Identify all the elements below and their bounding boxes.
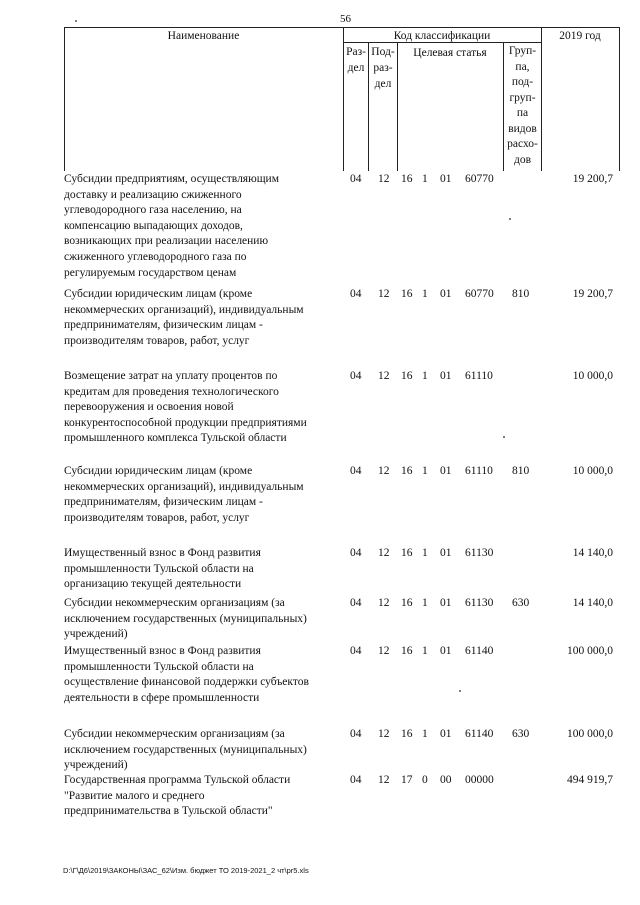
row-cs3: 00	[440, 774, 452, 786]
row-name-line: некоммерческих организаций), индивидуальным	[64, 303, 304, 316]
row-name-line: исключением государственных (муниципальных)	[64, 612, 307, 625]
row-cs3: 01	[440, 288, 452, 300]
row-podrazdel: 12	[378, 173, 390, 185]
row-name-line: Субсидии юридическим лицам (кроме	[64, 288, 253, 300]
row-cs4: 00000	[465, 774, 494, 786]
row-amount: 100 000,0	[567, 728, 613, 740]
row-cs2: 1	[422, 465, 428, 477]
podrazdel-col-divider	[397, 42, 398, 171]
row-cs3: 01	[440, 597, 452, 609]
row-cs2: 1	[422, 645, 428, 657]
name-column-header: Наименование	[167, 30, 240, 42]
row-name-line: Имущественный взнос в Фонд развития	[64, 547, 261, 559]
row-razdel: 04	[350, 370, 362, 382]
row-amount: 100 000,0	[567, 645, 613, 657]
row-podrazdel: 12	[378, 547, 390, 559]
row-name-line: Субсидии некоммерческим организациям (за	[64, 728, 285, 740]
row-cs2: 1	[422, 597, 428, 609]
row-name	[64, 287, 346, 349]
row-name-line: исключением государственных (муниципальных)	[64, 743, 307, 756]
row-podrazdel: 12	[378, 645, 390, 657]
row-amount: 14 140,0	[572, 547, 613, 559]
row-name-line: углеводородного газа населению, на	[64, 204, 242, 217]
row-name-line: Субсидии предприятиям, осуществляющим	[64, 173, 279, 185]
page-number: 56	[340, 13, 351, 25]
row-cs2: 1	[422, 288, 428, 300]
classification-header: Код классификации	[393, 30, 491, 42]
scan-speck	[459, 690, 461, 692]
row-name-line: промышленности Тульской области на	[64, 660, 254, 673]
row-cs4: 60770	[465, 173, 494, 185]
row-name-line: перевооружения и освоения новой	[64, 401, 234, 414]
row-name	[64, 172, 346, 281]
row-podrazdel: 12	[378, 465, 390, 477]
row-podrazdel: 12	[378, 288, 390, 300]
row-name-line: Имущественный взнос в Фонд развития	[64, 645, 261, 657]
row-razdel: 04	[350, 728, 362, 740]
row-name-line: Возмещение затрат на уплату процентов по	[64, 370, 278, 382]
row-name-line: кредитам для проведения технологического	[64, 385, 279, 398]
row-name-line: промышленного комплекса Тульской области	[64, 432, 287, 445]
row-cs1: 17	[401, 774, 413, 786]
row-name-line: учреждений)	[64, 628, 128, 641]
row-name	[64, 464, 346, 526]
row-cs2: 1	[422, 370, 428, 382]
row-razdel: 04	[350, 597, 362, 609]
row-razdel: 04	[350, 288, 362, 300]
row-razdel: 04	[350, 774, 362, 786]
row-name-line: Субсидии некоммерческим организациям (за	[64, 597, 285, 609]
row-cs3: 01	[440, 728, 452, 740]
header-top-line	[64, 27, 619, 28]
row-amount: 10 000,0	[572, 370, 613, 382]
row-cs1: 16	[401, 465, 413, 477]
row-amount: 10 000,0	[572, 465, 613, 477]
row-name-line: возникающих при реализации населению	[64, 235, 269, 248]
row-name-line: предпринимателям, физическим лицам -	[64, 496, 263, 509]
row-cs4: 61110	[465, 465, 493, 477]
header-left-line	[64, 27, 65, 171]
row-cs2: 1	[422, 173, 428, 185]
row-name-line: "Развитие малого и среднего	[64, 789, 205, 802]
row-name-line: предпринимателям, физическим лицам -	[64, 319, 263, 332]
row-name-line: производителям товаров, работ, услуг	[64, 334, 250, 347]
row-amount: 494 919,7	[567, 774, 613, 786]
row-cs1: 16	[401, 288, 413, 300]
row-name-line: сжиженного углеводородного газа по	[64, 250, 247, 263]
scan-speck	[509, 218, 511, 220]
row-vr: 630	[512, 597, 530, 609]
row-cs1: 16	[401, 645, 413, 657]
row-name-line: некоммерческих организаций), индивидуальным	[64, 480, 304, 493]
row-cs3: 01	[440, 645, 452, 657]
row-cs1: 16	[401, 547, 413, 559]
row-podrazdel: 12	[378, 597, 390, 609]
row-cs1: 16	[401, 597, 413, 609]
row-cs3: 01	[440, 465, 452, 477]
row-vr: 630	[512, 728, 530, 740]
row-name-line: компенсацию выпадающих доходов,	[64, 219, 243, 232]
row-razdel: 04	[350, 173, 362, 185]
row-cs2: 1	[422, 728, 428, 740]
scan-speck	[503, 436, 505, 438]
row-cs2: 1	[422, 547, 428, 559]
row-cs1: 16	[401, 728, 413, 740]
header-right-line	[619, 27, 620, 171]
row-cs1: 16	[401, 173, 413, 185]
row-cs4: 61130	[465, 597, 494, 609]
row-name-line: промышленности Тульской области на	[64, 562, 254, 575]
row-name	[64, 644, 346, 706]
row-podrazdel: 12	[378, 370, 390, 382]
row-cs1: 16	[401, 370, 413, 382]
row-name	[64, 596, 346, 643]
row-amount: 14 140,0	[572, 597, 613, 609]
row-name-line: конкурентоспособной продукции предприятиями	[64, 416, 307, 429]
row-vr: 810	[512, 465, 530, 477]
row-razdel: 04	[350, 465, 362, 477]
row-cs4: 60770	[465, 288, 494, 300]
row-razdel: 04	[350, 547, 362, 559]
row-amount: 19 200,7	[572, 173, 613, 185]
row-cs4: 61110	[465, 370, 493, 382]
target-item-header: Целевая статья	[413, 47, 487, 59]
row-name-line: предпринимательства в Тульской области"	[64, 805, 273, 818]
row-name-line: производителям товаров, работ, услуг	[64, 511, 250, 524]
row-name-line: доставку и реализацию сжиженного	[64, 188, 242, 201]
row-name	[64, 546, 346, 593]
expense-group-header: Груп- па, под- груп- па видов расхо- дов	[507, 45, 538, 166]
row-podrazdel: 12	[378, 774, 390, 786]
row-cs4: 61140	[465, 645, 494, 657]
podrazdel-header: Под- раз- дел	[371, 46, 395, 90]
row-cs4: 61140	[465, 728, 494, 740]
row-cs2: 0	[422, 774, 428, 786]
scan-speck	[75, 20, 77, 22]
row-name-line: Государственная программа Тульской области	[64, 774, 291, 786]
row-name-line: осуществление финансовой поддержки субъектов	[64, 676, 309, 689]
row-vr: 810	[512, 288, 530, 300]
row-cs3: 01	[440, 173, 452, 185]
row-cs3: 01	[440, 547, 452, 559]
classification-underline	[343, 42, 541, 43]
razdel-header: Раз- дел	[346, 46, 366, 74]
year-column-header: 2019 год	[559, 30, 601, 42]
row-name	[64, 773, 346, 820]
row-name-line: регулируемым государством ценам	[64, 266, 237, 279]
row-razdel: 04	[350, 645, 362, 657]
row-name	[64, 727, 346, 774]
row-name-line: Субсидии юридическим лицам (кроме	[64, 465, 253, 477]
row-podrazdel: 12	[378, 728, 390, 740]
row-name-line: организацию текущей деятельности	[64, 578, 242, 591]
row-name-line: деятельности в сфере промышленности	[64, 691, 260, 704]
row-name	[64, 369, 346, 447]
row-name-line: учреждений)	[64, 759, 128, 772]
file-path-footer: D:\Г\Д6\2019\ЗАКОНЫ\ЗАС_62\Изм. бюджет ТО 2019-2021_2 чт\pr5.xls	[63, 866, 309, 875]
row-amount: 19 200,7	[572, 288, 613, 300]
row-cs3: 01	[440, 370, 452, 382]
group-col-divider	[541, 27, 542, 171]
row-cs4: 61130	[465, 547, 494, 559]
